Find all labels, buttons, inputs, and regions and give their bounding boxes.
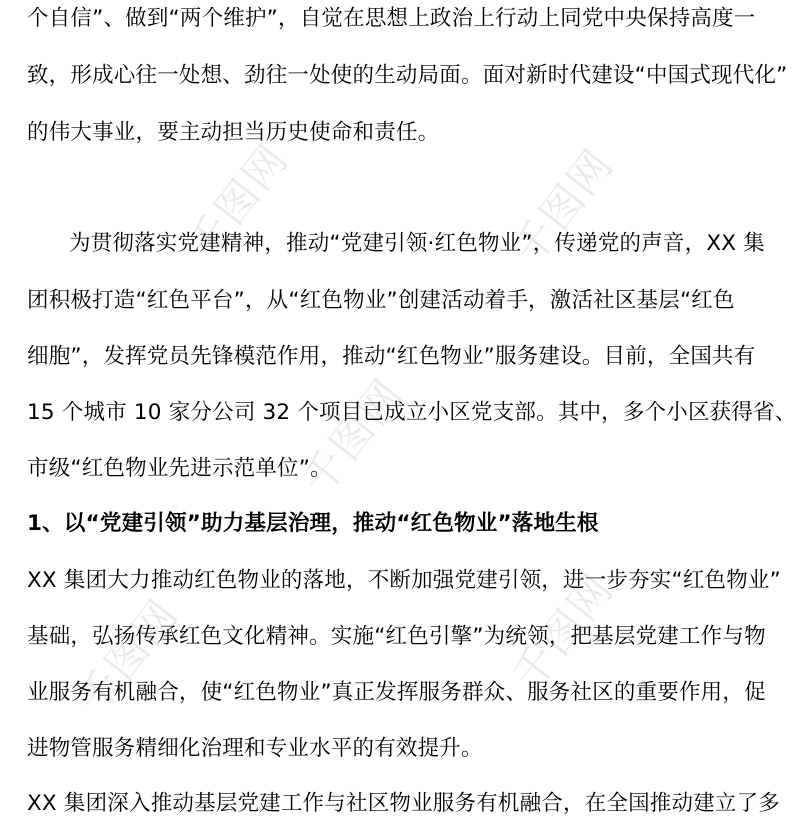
paragraph-line: 15 个城市 10 家分公司 32 个项目已成立小区党支部。其中，多个小区获得省、	[27, 400, 797, 425]
paragraph-line: 细胞”，发挥党员先锋模范作用，推动“红色物业”服务建设。目前，全国共有	[27, 344, 756, 369]
watermark: 千图网	[68, 589, 188, 724]
paragraph-line: 团积极打造“红色平台”，从“红色物业”创建活动着手，激活社区基层“红色	[27, 288, 735, 313]
section-heading: 1、以“党建引领”助力基层治理，推动“红色物业”落地生根	[27, 511, 599, 536]
paragraph-line: 业服务有机融合，使“红色物业”真正发挥服务群众、服务社区的重要作用，促	[27, 680, 766, 705]
watermark: 千图网	[293, 369, 413, 504]
paragraph-line: 进物管服务精细化治理和专业水平的有效提升。	[27, 736, 483, 761]
watermark: 千图网	[178, 134, 298, 269]
paragraph-line: 为贯彻落实党建精神，推动“党建引领·红色物业”，传递党的声音，XX 集	[69, 231, 765, 256]
paragraph-line: XX 集团深入推动基层党建工作与社区物业服务有机融合，在全国推动建立了多	[27, 791, 780, 816]
paragraph-line: 个自信”、做到“两个维护”，自觉在思想上政治上行动上同党中央保持高度一	[27, 6, 756, 31]
paragraph-line: 市级“红色物业先进示范单位”。	[27, 456, 332, 481]
paragraph-line: XX 集团大力推动红色物业的落地，不断加强党建引领，进一步夯实“红色物业”	[27, 568, 781, 593]
paragraph-line: 的伟大事业，要主动担当历史使命和责任。	[27, 120, 440, 145]
paragraph-line: 致，形成心往一处想、劲往一处使的生动局面。面对新时代建设“中国式现代化”	[27, 63, 788, 88]
paragraph-line: 基础，弘扬传承红色文化精神。实施“红色引擎”为统领，把基层党建工作与物	[27, 624, 766, 649]
watermark: 千图网	[503, 564, 623, 699]
watermark: 千图网	[503, 139, 623, 274]
